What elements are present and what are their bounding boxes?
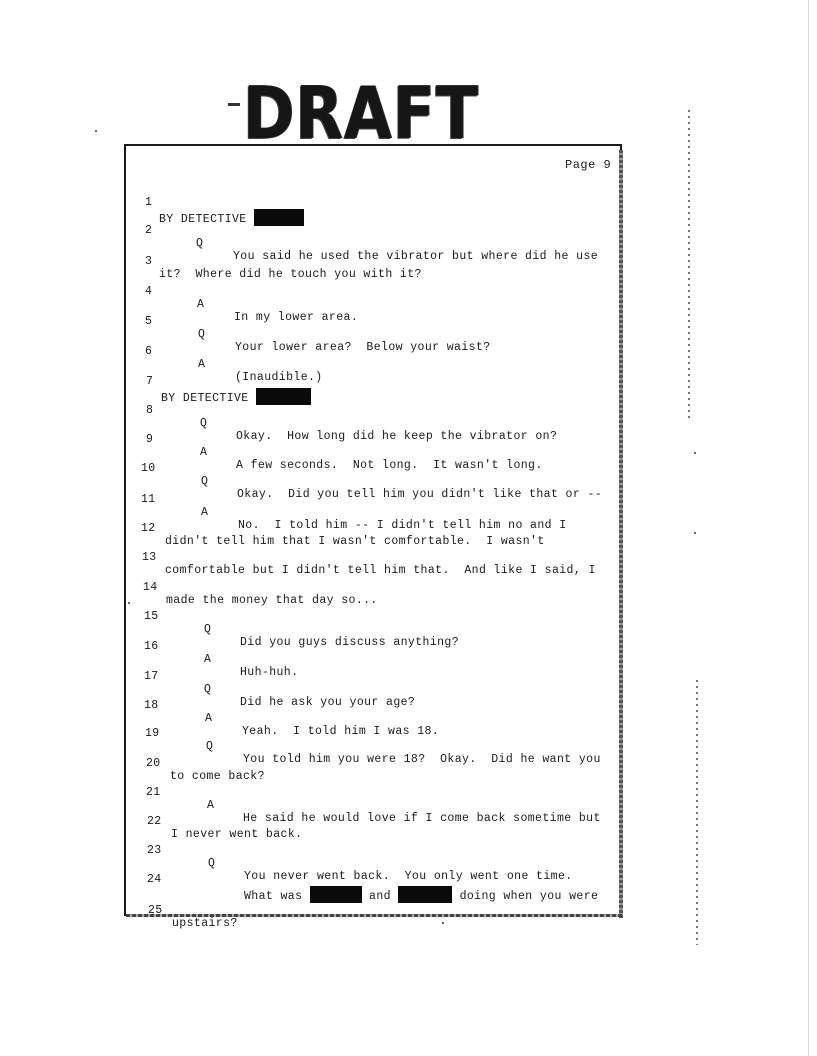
line-number: 13 xyxy=(142,551,157,564)
line-text: made the money that day so... xyxy=(166,594,378,607)
speaker-label: Q xyxy=(201,475,209,488)
line-text: I never went back. xyxy=(171,828,303,841)
line-text: Yeah. I told him I was 18. xyxy=(242,725,440,738)
line-text: Okay. Did you tell him you didn't like that or -- xyxy=(237,488,603,501)
page-edge-shadow xyxy=(619,150,623,918)
line-text: comfortable but I didn't tell him that. And like I said, I xyxy=(165,564,596,577)
line-text: to come back? xyxy=(170,770,265,783)
speaker-label: Q xyxy=(196,237,204,250)
line-text: In my lower area. xyxy=(234,311,359,324)
draft-stamp: DRAFT xyxy=(243,71,479,155)
scan-speck xyxy=(95,130,97,132)
line-number: 10 xyxy=(141,462,156,475)
speaker-label: Q xyxy=(206,740,214,753)
speaker-label: Q xyxy=(204,683,212,696)
scan-edge xyxy=(808,0,809,1056)
line-text: He said he would love if I come back sometime but xyxy=(243,812,601,825)
speaker-label: Q xyxy=(208,857,216,870)
line-number: 21 xyxy=(146,786,161,799)
line-text-content: BY DETECTIVE xyxy=(161,392,256,405)
scan-speck xyxy=(442,922,444,924)
line-text: Your lower area? Below your waist? xyxy=(235,341,491,354)
speaker-label: A xyxy=(204,653,212,666)
speaker-label: A xyxy=(198,358,206,371)
line-text: Did you guys discuss anything? xyxy=(240,636,460,649)
redaction-bar xyxy=(256,388,311,405)
redaction-bar xyxy=(310,886,362,903)
line-number: 22 xyxy=(147,815,162,828)
page-number: Page 9 xyxy=(565,158,612,172)
line-text: Huh-huh. xyxy=(240,666,299,679)
line-text: You said he used the vibrator but where did he use xyxy=(233,250,599,263)
scan-artifact xyxy=(696,680,698,945)
line-text-content: doing when you were xyxy=(459,890,599,903)
transcript-line xyxy=(0,891,238,943)
stamp-dash xyxy=(228,103,240,106)
line-text: Okay. How long did he keep the vibrator on? xyxy=(236,430,558,443)
scan-speck xyxy=(694,532,696,534)
line-text-content: What was xyxy=(244,890,303,903)
line-text: A few seconds. Not long. It wasn't long. xyxy=(236,459,543,472)
speaker-label: Q xyxy=(198,328,206,341)
line-number: 24 xyxy=(147,873,162,886)
line-text: You told him you were 18? Okay. Did he want you xyxy=(243,753,601,766)
scan-speck xyxy=(694,452,696,454)
line-number: 17 xyxy=(144,670,159,683)
line-number: 11 xyxy=(141,493,156,506)
line-number: 2 xyxy=(145,224,153,237)
line-number: 3 xyxy=(145,255,153,268)
line-number: 23 xyxy=(147,844,162,857)
speaker-label: A xyxy=(207,799,215,812)
speaker-label: Q xyxy=(200,417,208,430)
line-number: 5 xyxy=(145,315,153,328)
line-text: it? Where did he touch you with it? xyxy=(159,268,422,281)
line-text xyxy=(244,886,598,903)
line-text: didn't tell him that I wasn't comfortable. I wasn't xyxy=(165,535,545,548)
redaction-bar xyxy=(254,209,304,226)
speaker-label: Q xyxy=(204,623,212,636)
line-text: upstairs? xyxy=(172,917,238,930)
line-number: 6 xyxy=(145,345,153,358)
line-text-content: and xyxy=(369,890,391,903)
line-number: 1 xyxy=(145,196,153,209)
line-number: 8 xyxy=(146,404,154,417)
line-number: 15 xyxy=(144,610,159,623)
line-number: 25 xyxy=(148,904,163,917)
line-text: (Inaudible.) xyxy=(235,371,323,384)
speaker-label: A xyxy=(205,712,213,725)
line-number: 12 xyxy=(141,522,156,535)
line-text: You never went back. You only went one time. xyxy=(244,870,573,883)
speaker-label: A xyxy=(197,298,205,311)
line-text: Did he ask you your age? xyxy=(240,696,416,709)
line-text-content: BY DETECTIVE xyxy=(159,213,254,226)
line-number: 4 xyxy=(145,285,153,298)
speaker-label: A xyxy=(200,446,208,459)
line-number: 18 xyxy=(144,699,159,712)
line-number: 19 xyxy=(145,727,160,740)
line-number: 7 xyxy=(146,375,154,388)
line-number: 9 xyxy=(146,433,154,446)
scan-artifact xyxy=(688,110,690,420)
line-text: No. I told him -- I didn't tell him no and I xyxy=(238,519,567,532)
speaker-label: A xyxy=(201,506,209,519)
line-text xyxy=(161,388,311,405)
line-number: 20 xyxy=(146,757,161,770)
scan-speck xyxy=(128,602,130,604)
line-number: 14 xyxy=(143,581,158,594)
redaction-bar xyxy=(398,886,452,903)
line-text xyxy=(159,209,304,226)
line-number: 16 xyxy=(144,640,159,653)
